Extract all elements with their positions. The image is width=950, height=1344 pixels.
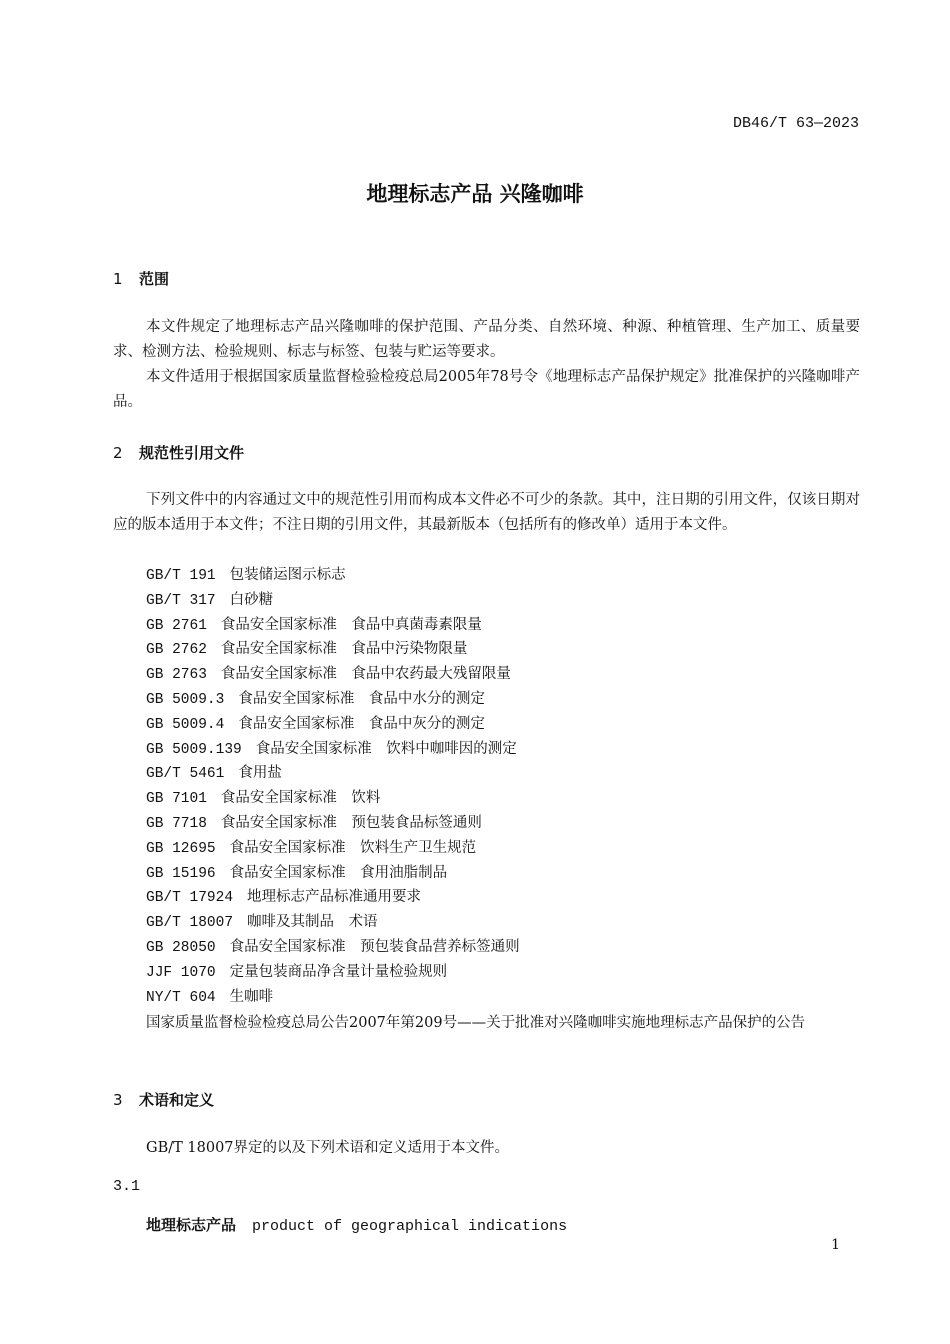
scope-paragraph: 本文件规定了地理标志产品兴隆咖啡的保护范围、产品分类、自然环境、种源、种植管理、生产加工、质量要求、检测方法、检验规则、标志与标签、包装与贮运等要求。 bbox=[113, 319, 860, 360]
section-number: 2 bbox=[113, 444, 123, 462]
reference-item bbox=[146, 836, 476, 862]
reference-code: GB 28050 bbox=[146, 940, 216, 956]
section-heading-normative-references bbox=[113, 442, 244, 463]
reference-title: 食用盐 bbox=[238, 765, 282, 782]
page-number: 1 bbox=[831, 1237, 840, 1253]
section-number: 3 bbox=[113, 1091, 123, 1109]
reference-item bbox=[146, 637, 467, 663]
references-notice: 国家质量监督检验检疫总局公告2007年第209号——关于批准对兴隆咖啡实施地理标志产品保护的公告 bbox=[146, 1015, 806, 1031]
term-english: product of geographical indications bbox=[252, 1218, 568, 1235]
reference-code: JJF 1070 bbox=[146, 964, 216, 981]
term-entry bbox=[146, 1214, 567, 1235]
document-title: 地理标志产品 兴隆咖啡 bbox=[366, 182, 584, 206]
reference-code: GB 5009.3 bbox=[146, 692, 225, 708]
reference-item bbox=[146, 811, 482, 837]
reference-item bbox=[146, 786, 380, 812]
reference-code: GB/T 191 bbox=[146, 568, 216, 584]
reference-item bbox=[146, 563, 346, 589]
reference-title: 咖啡及其制品 术语 bbox=[247, 914, 378, 931]
reference-title: 定量包装商品净含量计量检验规则 bbox=[229, 963, 448, 980]
section-title: 范围 bbox=[139, 270, 170, 288]
reference-title: 食品安全国家标准 预包装食品标签通则 bbox=[220, 815, 482, 831]
document-number: DB46/T 63—2023 bbox=[732, 115, 859, 132]
reference-code: GB 15196 bbox=[146, 865, 216, 882]
reference-code: GB/T 18007 bbox=[146, 915, 234, 932]
term-chinese: 地理标志产品 bbox=[146, 1216, 237, 1234]
reference-item bbox=[146, 885, 421, 911]
reference-code: GB/T 5461 bbox=[146, 766, 225, 783]
reference-item bbox=[146, 662, 511, 688]
clause-number: 3.1 bbox=[113, 1178, 141, 1195]
reference-title: 食品安全国家标准 饮料中咖啡因的测定 bbox=[255, 740, 517, 757]
reference-title: 食品安全国家标准 食用油脂制品 bbox=[229, 864, 448, 881]
reference-title: 包装储运图示标志 bbox=[229, 567, 346, 583]
reference-item bbox=[146, 985, 273, 1011]
reference-item bbox=[146, 960, 447, 986]
section-heading-terms bbox=[113, 1089, 214, 1110]
reference-title: 生咖啡 bbox=[229, 988, 274, 1005]
terms-intro: GB/T 18007界定的以及下列术语和定义适用于本文件。 bbox=[146, 1140, 510, 1156]
reference-item bbox=[146, 687, 485, 713]
reference-title: 食品安全国家标准 食品中农药最大残留限量 bbox=[220, 666, 511, 683]
reference-title: 食品安全国家标准 饮料生产卫生规范 bbox=[229, 839, 477, 856]
reference-title: 食品安全国家标准 食品中水分的测定 bbox=[238, 691, 485, 707]
section-title: 规范性引用文件 bbox=[139, 444, 245, 462]
reference-item bbox=[146, 712, 485, 738]
reference-title: 食品安全国家标准 食品中灰分的测定 bbox=[238, 715, 485, 732]
reference-code: GB/T 17924 bbox=[146, 890, 234, 907]
reference-code: GB 12695 bbox=[146, 840, 216, 857]
reference-code: GB 2762 bbox=[146, 642, 207, 659]
section-title: 术语和定义 bbox=[139, 1091, 215, 1109]
scope-paragraph: 本文件适用于根据国家质量监督检验检疫总局2005年78号令《地理标志产品保护规定》批准保护的兴隆咖啡产品。 bbox=[113, 369, 860, 410]
reference-item bbox=[146, 737, 517, 763]
reference-title: 白砂糖 bbox=[229, 591, 274, 608]
section-number: 1 bbox=[113, 270, 123, 288]
reference-item bbox=[146, 935, 520, 961]
reference-title: 食品安全国家标准 饮料 bbox=[220, 790, 381, 807]
reference-item bbox=[146, 910, 378, 936]
reference-code: GB 5009.139 bbox=[146, 741, 242, 758]
reference-code: GB/T 317 bbox=[146, 592, 216, 609]
reference-item bbox=[146, 861, 447, 887]
reference-title: 食品安全国家标准 食品中真菌毒素限量 bbox=[220, 616, 482, 633]
reference-item bbox=[146, 613, 482, 639]
reference-item bbox=[146, 588, 273, 614]
reference-code: GB 2761 bbox=[146, 617, 207, 634]
reference-code: GB 2763 bbox=[146, 667, 207, 684]
reference-title: 食品安全国家标准 食品中污染物限量 bbox=[220, 641, 468, 658]
section-heading-scope bbox=[113, 268, 169, 289]
reference-code: GB 7718 bbox=[146, 816, 207, 832]
reference-title: 食品安全国家标准 预包装食品营养标签通则 bbox=[229, 939, 520, 955]
references-intro: 下列文件中的内容通过文中的规范性引用而构成本文件必不可少的条款。其中，注日期的引用文件，仅该日期对应的版本适用于本文件；不注日期的引用文件，其最新版本（包括所有的修改单）适用于本文件。 bbox=[113, 492, 860, 533]
reference-code: NY/T 604 bbox=[146, 989, 216, 1006]
reference-item bbox=[146, 761, 282, 787]
reference-code: GB 5009.4 bbox=[146, 716, 225, 733]
reference-code: GB 7101 bbox=[146, 791, 207, 808]
reference-title: 地理标志产品标准通用要求 bbox=[247, 889, 422, 906]
